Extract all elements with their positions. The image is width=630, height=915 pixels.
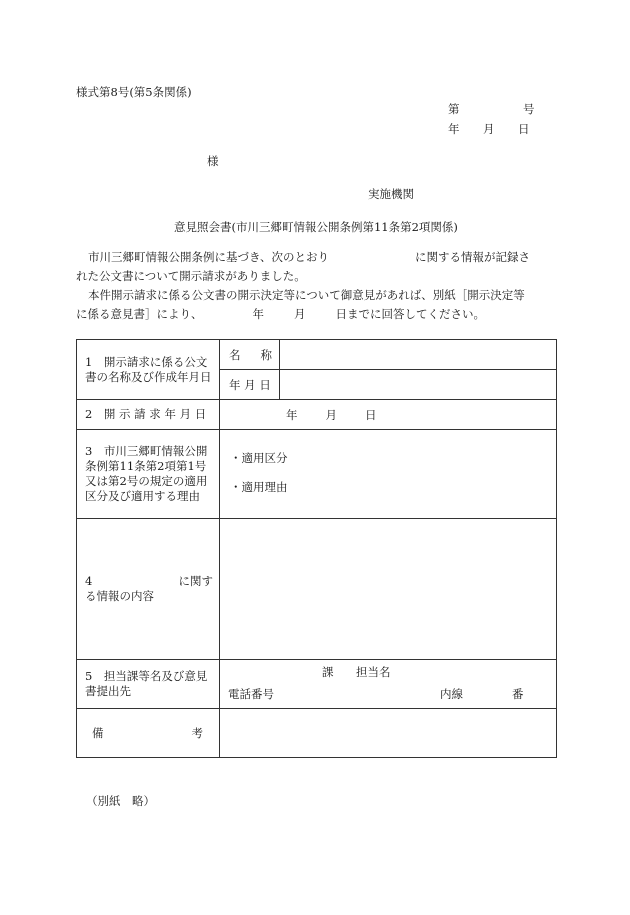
date-day-label: 日: [518, 122, 530, 136]
information-content-field[interactable]: [220, 519, 557, 660]
para1-c: れた公文書について開示請求がありました。: [76, 269, 306, 283]
document-date-field[interactable]: [280, 370, 557, 400]
form-number: 様式第8号(第5条関係): [76, 85, 192, 99]
request-date-label: 2 開 示 請 求 年 月 日: [77, 400, 220, 430]
information-content-label: 4 に関す る情報の内容: [77, 519, 220, 660]
doc-no-prefix: 第: [448, 102, 460, 116]
name-sublabel: 名 称: [220, 340, 280, 370]
footer-note: （別紙 略）: [86, 794, 155, 808]
addressee-honorific: 様: [207, 154, 219, 168]
para2-c: 日までに回答してください。: [335, 307, 485, 321]
applicable-reason-item: ・適用理由: [230, 480, 288, 494]
para2-month: 月: [294, 307, 306, 321]
applicable-provision-field[interactable]: [220, 430, 557, 519]
remarks-label: 備 考: [77, 709, 220, 758]
contact-department-label: 5 担当課等名及び意見書提出先: [77, 660, 220, 709]
extension-label: 内線: [440, 687, 463, 701]
date-year-label: 年: [448, 122, 460, 136]
body-text: [76, 248, 560, 324]
applicable-provision-label: 3 市川三郷町情報公開条例第11条第2項第1号又は第2号の規定の適用区分及び適用する理由: [77, 430, 220, 519]
request-document-label: 1 開示請求に係る公文書の名称及び作成年月日: [77, 340, 220, 400]
para1-b: に関する情報が記録さ: [415, 250, 531, 264]
phone-label: 電話番号: [228, 687, 274, 701]
date-sublabel: 年 月 日: [220, 370, 280, 400]
section-label: 課: [322, 665, 334, 679]
doc-no-suffix: 号: [523, 102, 535, 116]
request-date-field[interactable]: 年 月 日: [220, 400, 557, 430]
para2-a: 本件開示請求に係る公文書の開示決定等について御意見があれば、別紙［開示決定等: [88, 288, 525, 302]
remarks-field[interactable]: [220, 709, 557, 758]
document-title: 意見照会書(市川三郷町情報公開条例第11条第2項関係): [174, 220, 458, 234]
date-month-label: 月: [483, 122, 495, 136]
para2-b: に係る意見書］により、: [76, 307, 203, 321]
para1-a: 市川三郷町情報公開条例に基づき、次のとおり: [88, 250, 330, 264]
contact-department-field[interactable]: [220, 660, 557, 709]
para2-year: 年: [252, 307, 264, 321]
document-name-field[interactable]: [280, 340, 557, 370]
person-label: 担当名: [356, 665, 391, 679]
form-table: [76, 339, 557, 758]
applicable-category-item: ・適用区分: [230, 451, 288, 465]
sender-agency: 実施機関: [368, 187, 414, 201]
extension-number-suffix: 番: [512, 687, 524, 701]
